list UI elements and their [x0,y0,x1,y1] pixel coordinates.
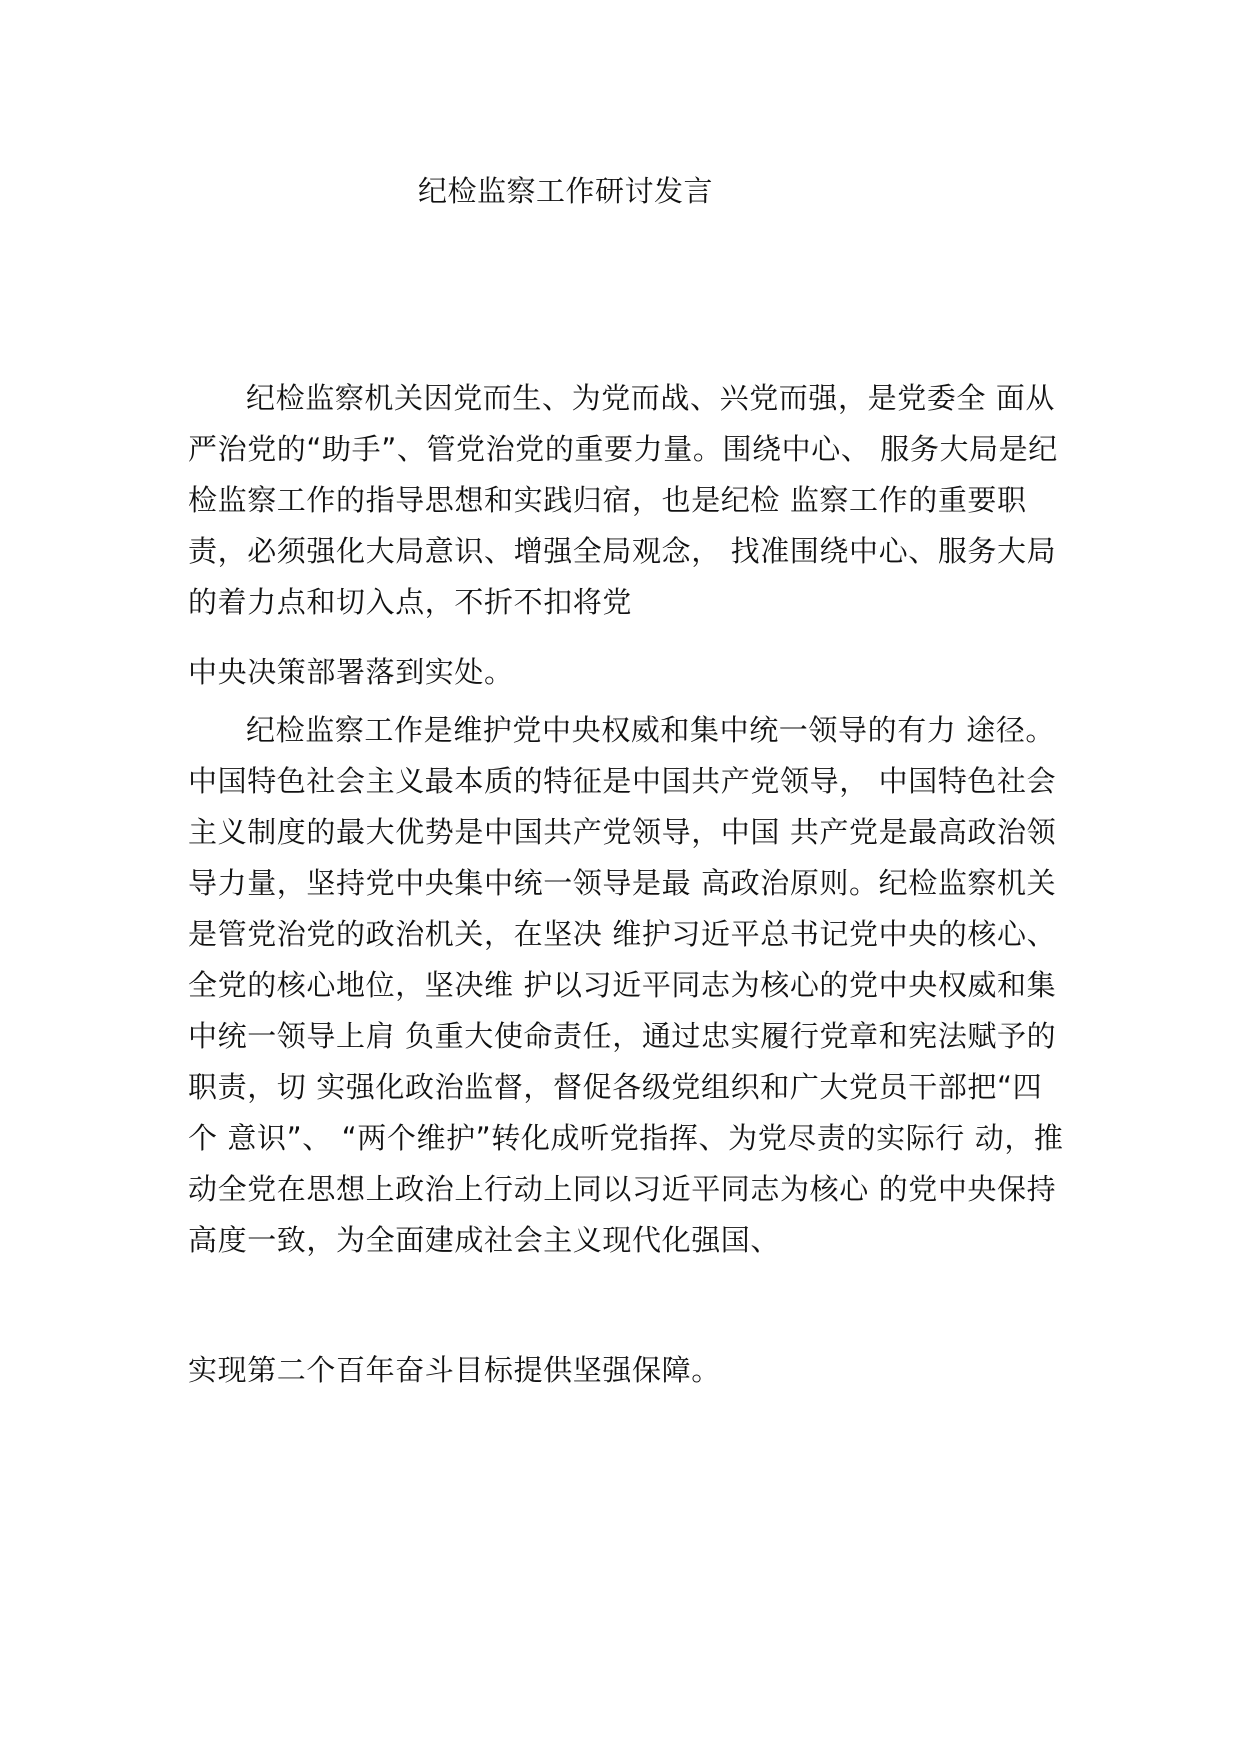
document-title: 纪检监察工作研讨发言 [418,174,714,208]
paragraph-1: 纪检监察机关因党而生、为党而战、兴党而强，是党委全 面从严治党的“助手”、管党治党的重要力量。围绕中心、 服务大局是纪检监察工作的指导思想和实践归宿，也是纪检 监察工作的重要职责，必须强化大局意识、增强全局观念， 找准围绕中心、服务大局的着力点和切入点，不折不扣将党 [188,381,1058,619]
paragraph-2-continuation: 实现第二个百年奋斗目标提供坚强保障。 [188,1353,721,1387]
paragraph-1-continuation: 中央决策部署落到实处。 [188,655,514,689]
paragraph-2: 纪检监察工作是维护党中央权威和集中统一领导的有力 途径。 中国特色社会主义最本质的特征是中国共产党领导， 中国特色社会主义制度的最大优势是中国共产党领导，中国 共产党是最高政治领导力量，坚持党中央集中统一领导是最 高政治原则。纪检监察机关是管党治党的政治机关，在坚决 维护习近平总书记党中央的核心、全党的核心地位，坚决维 护以习近平同志为核心的党中央权威和集中统一领导上肩 负重大使命责任，通过忠实履行党章和宪法赋予的职责，切 实强化政治监督，督促各级党组织和广大党员干部把“四个 意识”、 “两个维护”转化成听党指挥、为党尽责的实际行 动，推动全党在思想上政治上行动上同以习近平同志为核心 的党中央保持高度一致，为全面建成社会主义现代化强国、 [188,713,1064,1257]
